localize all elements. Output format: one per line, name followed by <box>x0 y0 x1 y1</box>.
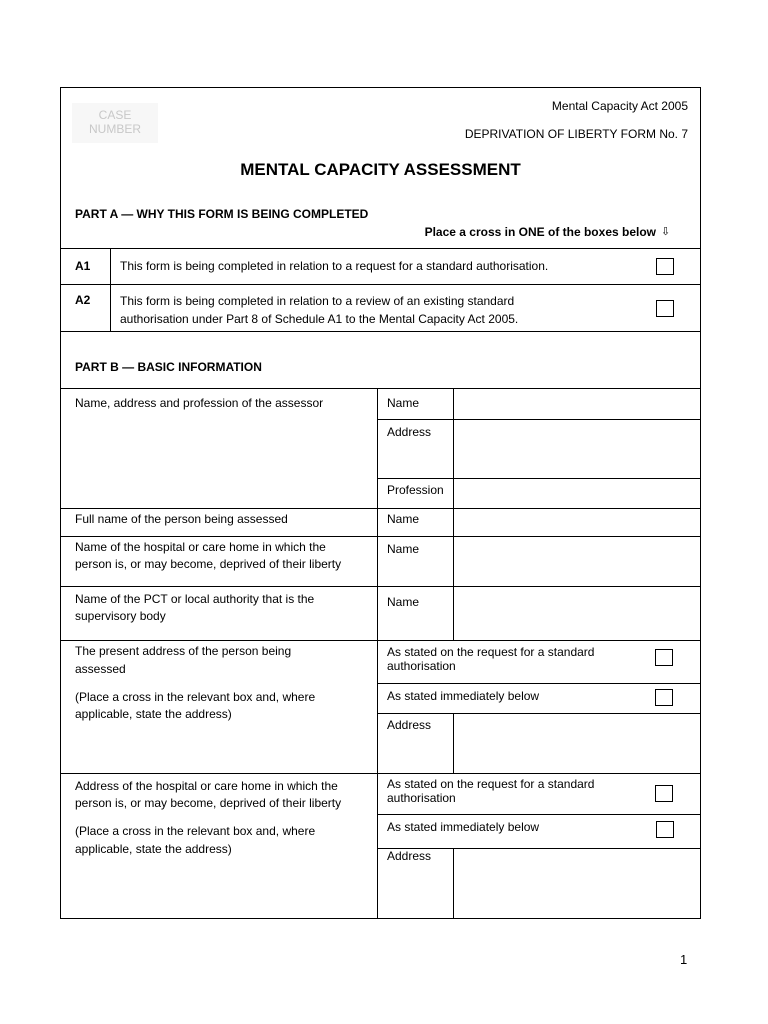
pct-name-field[interactable] <box>454 587 700 640</box>
present-address-label-line1: The present address of the person being <box>75 644 292 658</box>
pct-label-line1: Name of the PCT or local authority that is the <box>75 592 315 606</box>
present-as-stated-below: As stated immediately below <box>387 689 540 703</box>
assessor-profession-field[interactable] <box>454 479 700 508</box>
divider <box>377 683 701 684</box>
part-a-instruction: Place a cross in ONE of the boxes below <box>424 225 656 239</box>
hospital-label-line2: person is, or may become, deprived of their liberty <box>75 557 342 571</box>
pct-name-label: Name <box>387 595 420 609</box>
part-a-heading: PART A — WHY THIS FORM IS BEING COMPLETED <box>75 207 369 221</box>
assessor-address-field[interactable] <box>454 420 700 478</box>
hospital-address-note-line2: applicable, state the address) <box>75 842 232 856</box>
row-text-a2-line2: authorisation under Part 8 of Schedule A1 to the Mental Capacity Act 2005. <box>120 312 519 326</box>
assessor-name-label: Name <box>387 396 420 410</box>
row-text-a2-line1: This form is being completed in relation to a review of an existing standard <box>120 294 515 308</box>
hospital-label-line1: Name of the hospital or care home in which the <box>75 540 326 554</box>
row-code-a1: A1 <box>75 259 91 273</box>
case-number-box[interactable] <box>72 103 158 143</box>
present-address-field[interactable] <box>454 714 700 772</box>
divider <box>60 331 701 332</box>
assessor-label: Name, address and profession of the assessor <box>75 396 324 410</box>
assessor-profession-label: Profession <box>387 483 444 497</box>
hospital-as-stated-below: As stated immediately below <box>387 820 540 834</box>
pct-label-line2: supervisory body <box>75 609 166 623</box>
hospital-as-stated-request-line1: As stated on the request for a standard <box>387 777 595 791</box>
form-title: MENTAL CAPACITY ASSESSMENT <box>240 160 521 179</box>
row-text-a1: This form is being completed in relation to a request for a standard authorisation. <box>120 259 549 273</box>
divider <box>60 284 701 285</box>
hospital-address-note-line1: (Place a cross in the relevant box and, where <box>75 824 316 838</box>
divider <box>60 640 701 641</box>
row-code-a2: A2 <box>75 293 91 307</box>
divider <box>377 388 378 919</box>
divider <box>110 248 111 331</box>
case-number-label-1: CASE <box>98 108 132 122</box>
hospital-below-checkbox[interactable] <box>656 821 674 838</box>
divider <box>60 248 701 249</box>
part-b-heading: PART B — BASIC INFORMATION <box>75 360 262 374</box>
checkbox-a1[interactable] <box>656 258 674 275</box>
full-name-name-label: Name <box>387 512 420 526</box>
hospital-address-field-label: Address <box>387 849 432 863</box>
present-address-note-line1: (Place a cross in the relevant box and, where <box>75 690 316 704</box>
present-request-checkbox[interactable] <box>655 649 673 666</box>
hospital-address-label-line1: Address of the hospital or care home in which the <box>75 779 338 793</box>
case-number-label-2: NUMBER <box>88 122 141 136</box>
hospital-name-field[interactable] <box>454 537 700 586</box>
assessor-name-field[interactable] <box>454 389 700 419</box>
act-name: Mental Capacity Act 2005 <box>551 99 688 113</box>
present-address-label-line2: assessed <box>75 662 126 676</box>
present-address-note-line2: applicable, state the address) <box>75 707 232 721</box>
checkbox-a2[interactable] <box>656 300 674 317</box>
hospital-address-field[interactable] <box>454 849 700 918</box>
assessor-address-label: Address <box>387 425 432 439</box>
present-address-field-label: Address <box>387 718 432 732</box>
form-number: DEPRIVATION OF LIBERTY FORM No. 7 <box>464 127 688 141</box>
divider <box>377 814 701 815</box>
present-as-stated-request-line1: As stated on the request for a standard <box>387 645 595 659</box>
full-name-label: Full name of the person being assessed <box>75 512 288 526</box>
present-as-stated-request-line2: authorisation <box>387 659 456 673</box>
hospital-address-label-line2: person is, or may become, deprived of their liberty <box>75 796 342 810</box>
down-arrow-icon: ⇩ <box>661 226 671 238</box>
present-below-checkbox[interactable] <box>655 689 673 706</box>
hospital-request-checkbox[interactable] <box>655 785 673 802</box>
hospital-as-stated-request-line2: authorisation <box>387 791 456 805</box>
divider <box>60 773 701 774</box>
full-name-field[interactable] <box>454 509 700 536</box>
page-number: 1 <box>680 952 688 967</box>
hospital-name-label: Name <box>387 542 420 556</box>
